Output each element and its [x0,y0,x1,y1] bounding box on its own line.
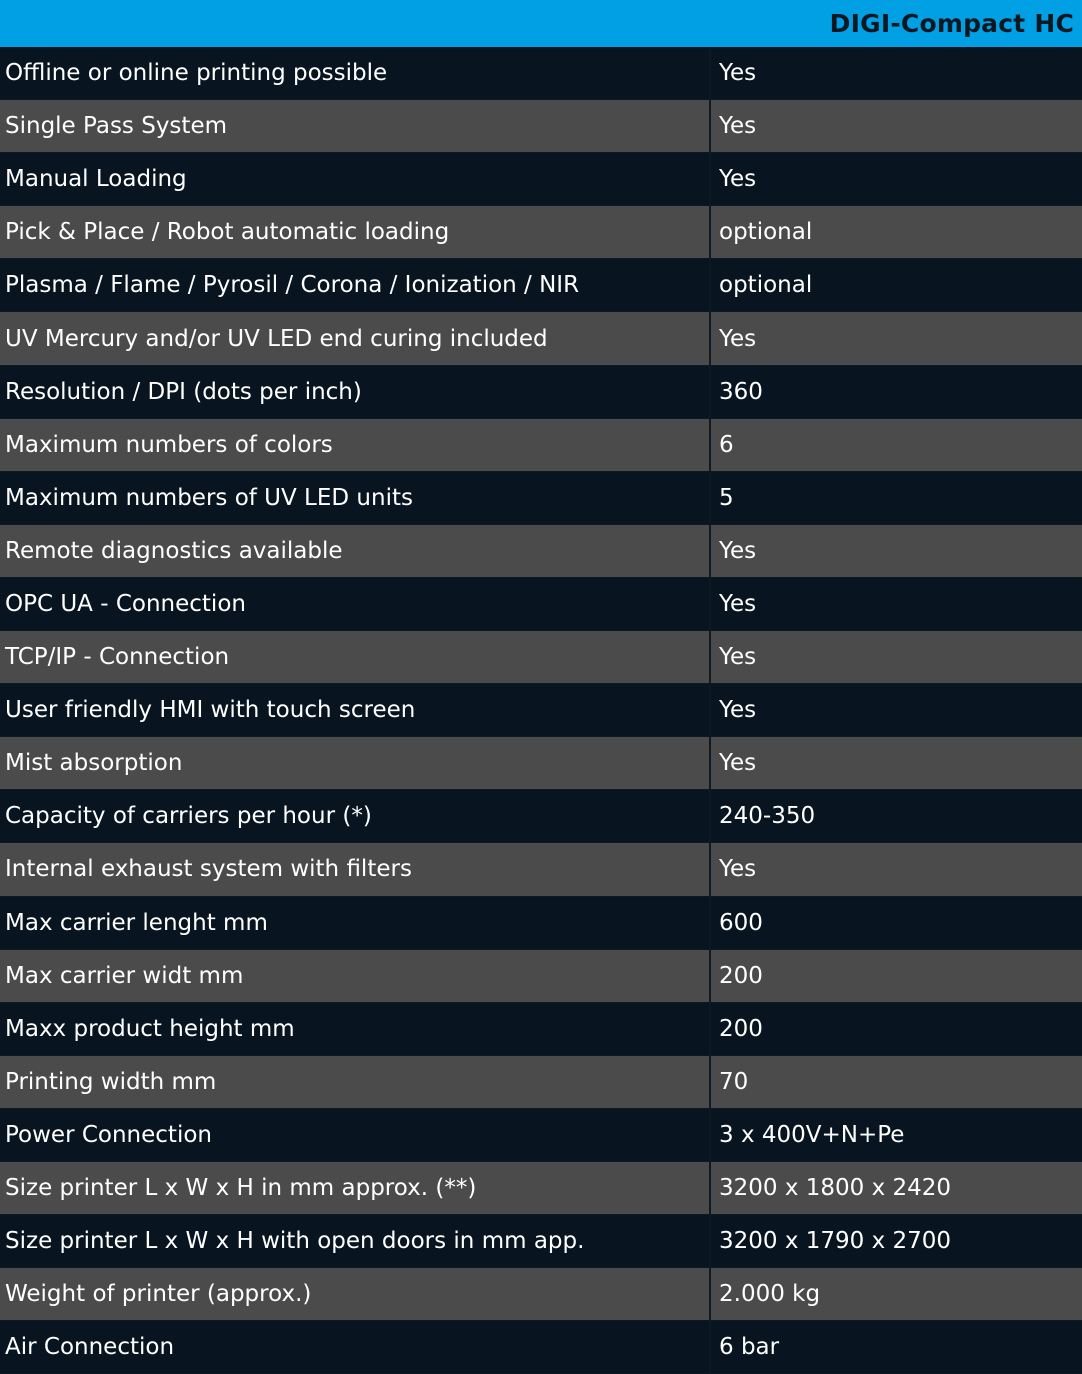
spec-value: 360 [719,378,763,405]
spec-label: Internal exhaust system with filters [0,843,711,895]
table-row [0,1162,1082,1215]
spec-value: Yes [719,644,757,671]
spec-label: Air Connection [0,1321,711,1373]
spec-value: optional [719,219,813,246]
table-row [0,843,1082,896]
table-row [0,153,1082,206]
spec-value: 6 [719,431,734,458]
spec-value: 2.000 kg [719,1281,821,1308]
spec-value: Yes [719,166,757,193]
spec-label: Manual Loading [0,153,711,205]
table-row [0,1056,1082,1109]
table-row [0,366,1082,419]
table-row [0,790,1082,843]
spec-value: 6 bar [719,1334,780,1361]
table-row [0,312,1082,365]
table-row [0,1215,1082,1268]
spec-value: 70 [719,1068,749,1095]
spec-table [0,47,1082,1374]
spec-label: Size printer L x W x H in mm approx. (**) [0,1162,711,1214]
spec-value: Yes [719,113,757,140]
spec-label: Remote diagnostics available [0,525,711,577]
table-row [0,1003,1082,1056]
spec-label: Single Pass System [0,100,711,152]
spec-label: Weight of printer (approx.) [0,1268,711,1320]
spec-label: Max carrier widt mm [0,950,711,1002]
table-row [0,950,1082,1003]
spec-value: Yes [719,590,757,617]
table-row [0,631,1082,684]
spec-label: Max carrier lenght mm [0,897,711,949]
spec-label: Power Connection [0,1109,711,1161]
spec-value: Yes [719,697,757,724]
spec-value: Yes [719,750,757,777]
table-row [0,684,1082,737]
spec-label: Pick & Place / Robot automatic loading [0,206,711,258]
spec-value: 240-350 [719,803,816,830]
product-title: DIGI-Compact HC [829,9,1074,38]
spec-label: Resolution / DPI (dots per inch) [0,366,711,418]
table-header [0,0,1082,47]
spec-value: Yes [719,856,757,883]
spec-label: UV Mercury and/or UV LED end curing included [0,312,711,364]
spec-value: Yes [719,325,757,352]
spec-label: Offline or online printing possible [0,47,711,99]
spec-value: Yes [719,60,757,87]
spec-label: OPC UA - Connection [0,578,711,630]
table-row [0,525,1082,578]
table-row [0,206,1082,259]
table-row [0,47,1082,100]
spec-value: 3200 x 1790 x 2700 [719,1228,952,1255]
table-row [0,259,1082,312]
table-row [0,897,1082,950]
spec-value: 200 [719,962,763,989]
spec-value: Yes [719,537,757,564]
spec-label: Maximum numbers of colors [0,419,711,471]
spec-value: 200 [719,1015,763,1042]
table-row [0,100,1082,153]
spec-label: Capacity of carriers per hour (*) [0,790,711,842]
spec-value: optional [719,272,813,299]
spec-label: Size printer L x W x H with open doors in mm app. [0,1215,711,1267]
table-row [0,419,1082,472]
table-row [0,472,1082,525]
table-row [0,737,1082,790]
spec-value: 5 [719,484,734,511]
spec-value: 600 [719,909,763,936]
table-row [0,578,1082,631]
table-row [0,1109,1082,1162]
spec-value: 3200 x 1800 x 2420 [719,1175,952,1202]
table-row [0,1321,1082,1374]
spec-label: TCP/IP - Connection [0,631,711,683]
spec-label: Printing width mm [0,1056,711,1108]
spec-value: 3 x 400V+N+Pe [719,1121,905,1148]
spec-label: Maximum numbers of UV LED units [0,472,711,524]
spec-label: Plasma / Flame / Pyrosil / Corona / Ionization / NIR [0,259,711,311]
spec-label: User friendly HMI with touch screen [0,684,711,736]
spec-label: Maxx product height mm [0,1003,711,1055]
spec-label: Mist absorption [0,737,711,789]
table-row [0,1268,1082,1321]
